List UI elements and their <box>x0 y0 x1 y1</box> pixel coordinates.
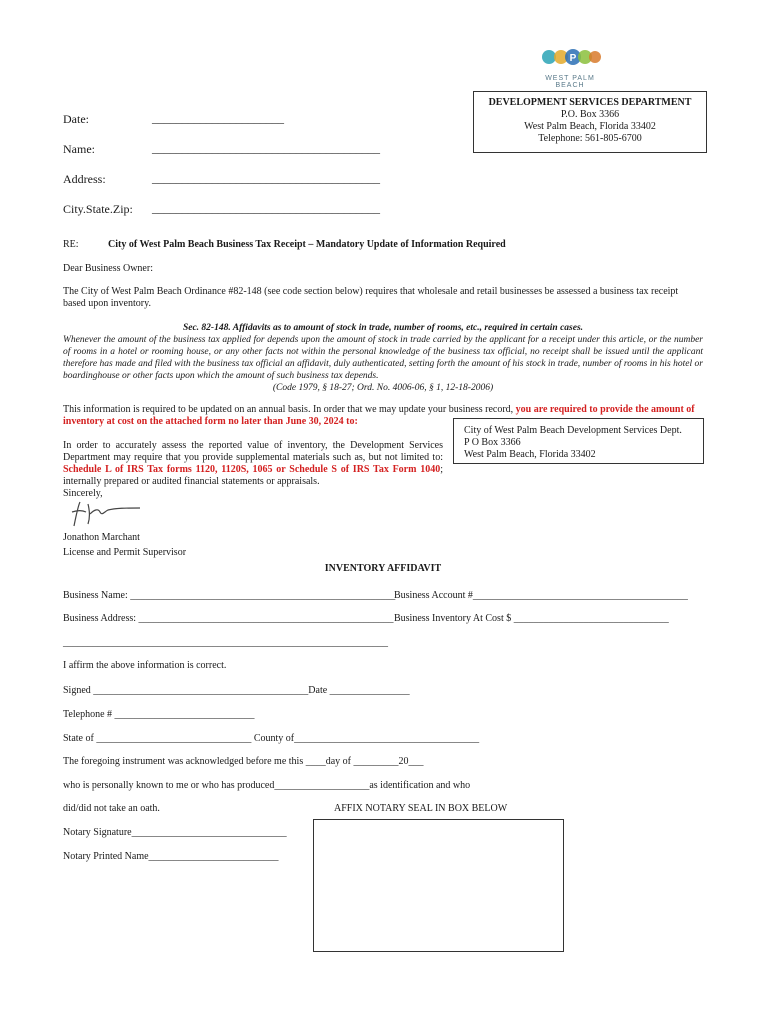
notary-signature-field[interactable]: Notary Signature_______________________________ <box>63 827 287 838</box>
signature-icon <box>66 498 146 530</box>
state-county-field[interactable]: State of _______________________________ County of_____________________________________ <box>63 733 480 744</box>
business-account-field[interactable]: Business Account #___________________________________________ <box>394 590 688 601</box>
business-address-line-2[interactable]: _________________________________________________________________ <box>63 637 388 648</box>
address-label: Address: <box>63 172 106 186</box>
oath-line: did/did not take an oath. <box>63 803 160 814</box>
address-line[interactable]: ______________________________________ <box>152 171 380 185</box>
business-name-field[interactable]: Business Name: _____________________________________________________ <box>63 590 396 601</box>
logo-wordmark: WEST PALM BEACH <box>545 75 595 89</box>
mailing-dept: City of West Palm Beach Development Services Dept. <box>464 425 682 436</box>
signer-title: License and Permit Supervisor <box>63 547 187 558</box>
identification-line[interactable]: who is personally known to me or who has produced___________________as identification and who <box>63 780 471 791</box>
code-section-citation: (Code 1979, § 18-27; Ord. No. 4006-06, § 1, 12-18-2006) <box>272 383 494 393</box>
re-label: RE: <box>63 239 79 250</box>
acknowledgement-line[interactable]: The foregoing instrument was acknowledged before me this ____day of _________20___ <box>63 756 424 767</box>
affidavit-title: INVENTORY AFFIDAVIT <box>324 563 442 574</box>
city-state-zip-line[interactable]: ______________________________________ <box>152 201 380 215</box>
name-line[interactable]: ______________________________________ <box>152 141 380 155</box>
salutation: Dear Business Owner: <box>63 263 153 274</box>
signed-date-field[interactable]: Signed ___________________________________________Date ________________ <box>63 685 410 696</box>
supplemental-text: In order to accurately assess the reported value of inventory, the Development Services Department may require that you provide supplemental materials such as, but not limited to: <box>63 440 443 463</box>
code-section-heading: Sec. 82-148. Affidavits as to amount of stock in trade, number of rooms, etc., required in certain cases. <box>182 323 584 333</box>
affirm-statement: I affirm the above information is correct. <box>63 660 227 671</box>
inventory-cost-field[interactable]: Business Inventory At Cost $ _______________________________ <box>394 613 669 624</box>
mailing-po-box: P O Box 3366 <box>464 437 521 448</box>
department-phone: Telephone: 561-805-6700 <box>538 133 642 144</box>
mailing-address-box <box>453 418 704 464</box>
notary-printed-name-field[interactable]: Notary Printed Name__________________________ <box>63 851 279 862</box>
code-section-body: Whenever the amount of the business tax applied for depends upon the amount of stock in trade carried by the applicant for a receipt under this article, or the number of rooms in a hotel or rooming house, or any other facts not within the personal knowledge of the business tax official, no receipt shall be issued until the applicant therefore has made and filed with the business tax official an affidavit, duly authenticated, setting forth the amount of his stock in trade, number of rooms in his hotel or boardinghouse or other facts upon which the amount of such business tax depends. <box>63 335 703 381</box>
svg-text:P: P <box>569 53 577 64</box>
logo-emblem-icon <box>535 46 605 68</box>
update-deadline-text: you are required to provide the amount of inventory at cost on the attached form no later than June 30, 2024 to: <box>63 404 695 427</box>
business-address-field[interactable]: Business Address: ___________________________________________________ <box>63 613 394 624</box>
update-text: This information is required to be updated on an annual basis. In order that we may update your business record, <box>63 404 516 415</box>
department-title: DEVELOPMENT SERVICES DEPARTMENT <box>488 97 692 108</box>
supplemental-rest: ; internally prepared or audited financial statements or appraisals. <box>63 464 443 487</box>
notary-seal-label: AFFIX NOTARY SEAL IN BOX BELOW <box>334 803 508 814</box>
department-po-box: P.O. Box 3366 <box>560 109 620 120</box>
notary-seal-box[interactable] <box>313 819 564 952</box>
date-label: Date: <box>63 112 89 126</box>
city-state-zip-label: City.State.Zip: <box>63 202 133 216</box>
ordinance-paragraph: The City of West Palm Beach Ordinance #82-148 (see code section below) requires that wholesale and retail businesses be assessed a business tax receipt based upon inventory. <box>63 286 679 309</box>
department-address-box <box>473 91 707 153</box>
re-subject: City of West Palm Beach Business Tax Receipt – Mandatory Update of Information Required <box>108 239 506 250</box>
supplemental-paragraph <box>63 440 443 488</box>
mailing-city: West Palm Beach, Florida 33402 <box>464 449 596 460</box>
telephone-field[interactable]: Telephone # ____________________________ <box>63 709 255 720</box>
irs-schedule-text: Schedule L of IRS Tax forms 1120, 1120S, 1065 or Schedule S of IRS Tax Form 1040 <box>63 464 441 475</box>
closing: Sincerely, <box>63 488 103 499</box>
city-logo <box>535 46 605 89</box>
signer-name: Jonathon Marchant <box>63 532 140 543</box>
department-city: West Palm Beach, Florida 33402 <box>524 121 656 132</box>
date-line[interactable]: ______________________ <box>152 111 284 125</box>
name-label: Name: <box>63 142 95 156</box>
